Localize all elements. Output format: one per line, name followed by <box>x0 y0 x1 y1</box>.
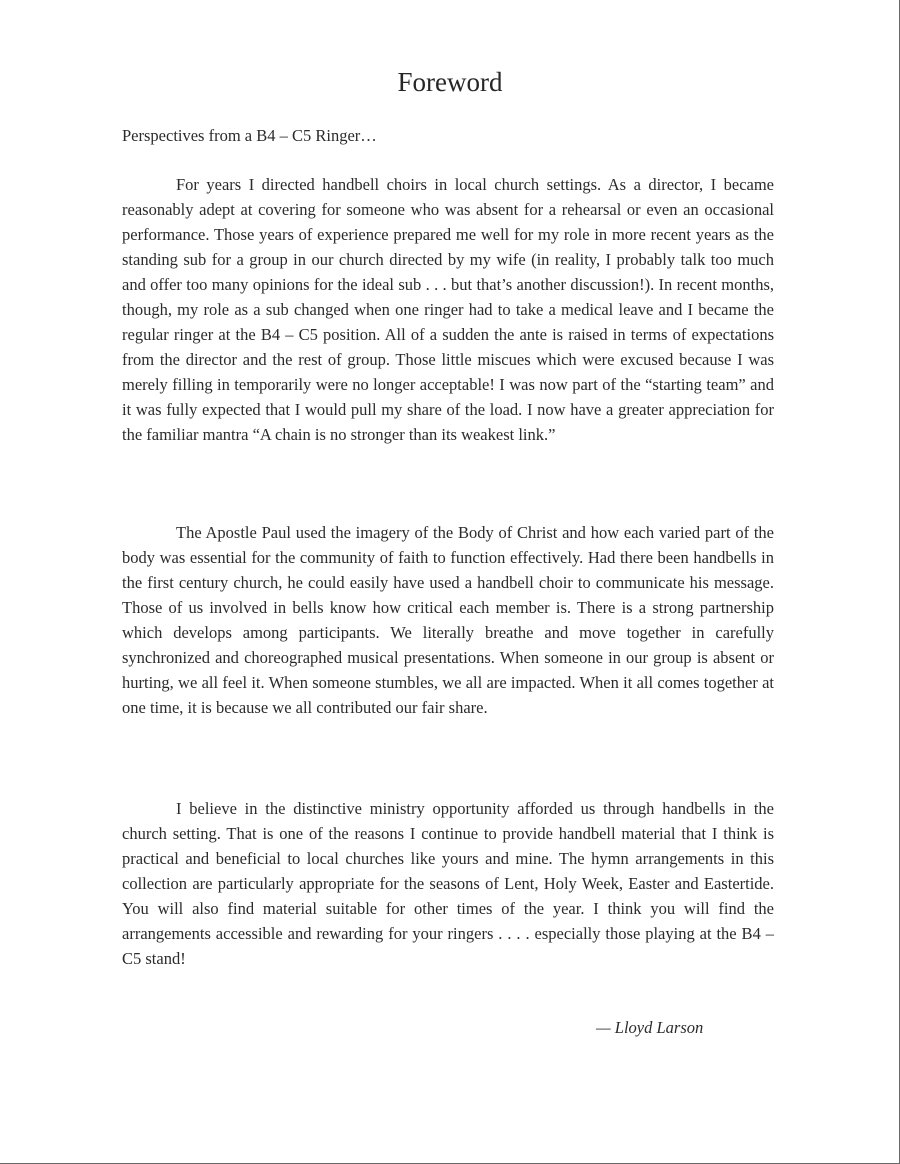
body-paragraph: The Apostle Paul used the imagery of the Body of Christ and how each varied part of the body was essential for the community of faith to function effectively. Had there been handbells in the first century church, he could easily have used a handbell choir to communicate his message. Those of us involved in bells know how critical each member is. There is a strong partnership which develops among participants. We literally breathe and move together in carefully synchronized and choreographed musical presentations. When someone in our group is absent or hurting, we all feel it. When someone stumbles, we all are impacted. When it all comes together at one time, it is because we all contributed our fair share. <box>122 523 774 717</box>
body-paragraph: For years I directed handbell choirs in local church settings. As a director, I became reasonably adept at covering for someone who was absent for a rehearsal or even an occasional performance. Those years of experience prepared me well for my role in more recent years as the standing sub for a group in our church directed by my wife (in reality, I probably talk too much and offer too many opinions for the ideal sub . . . but that’s another discussion!). In recent months, though, my role as a sub changed when one ringer had to take a medical leave and I became the regular ringer at the B4 – C5 position. All of a sudden the ante is raised in terms of expectations from the director and the rest of group. Those little miscues which were excused because I was merely filling in temporarily were no longer acceptable! I was now part of the “starting team” and it was fully expected that I would pull my share of the load. I now have a greater appreciation for the familiar mantra “A chain is no stronger than its weakest link.” <box>122 175 774 444</box>
body-paragraph: I believe in the distinctive ministry opportunity afforded us through handbells in the church setting. That is one of the reasons I continue to provide handbell material that I think is practical and beneficial to local churches like yours and mine. The hymn arrangements in this collection are particularly appropriate for the seasons of Lent, Holy Week, Easter and Eastertide. You will also find material suitable for other times of the year. I think you will find the arrangements accessible and rewarding for your ringers . . . . especially those playing at the B4 – C5 stand! <box>122 799 774 968</box>
author-signature: — Lloyd Larson <box>596 1018 704 1037</box>
page-title: Foreword <box>397 67 503 97</box>
section-subtitle: Perspectives from a B4 – C5 Ringer… <box>122 126 377 145</box>
